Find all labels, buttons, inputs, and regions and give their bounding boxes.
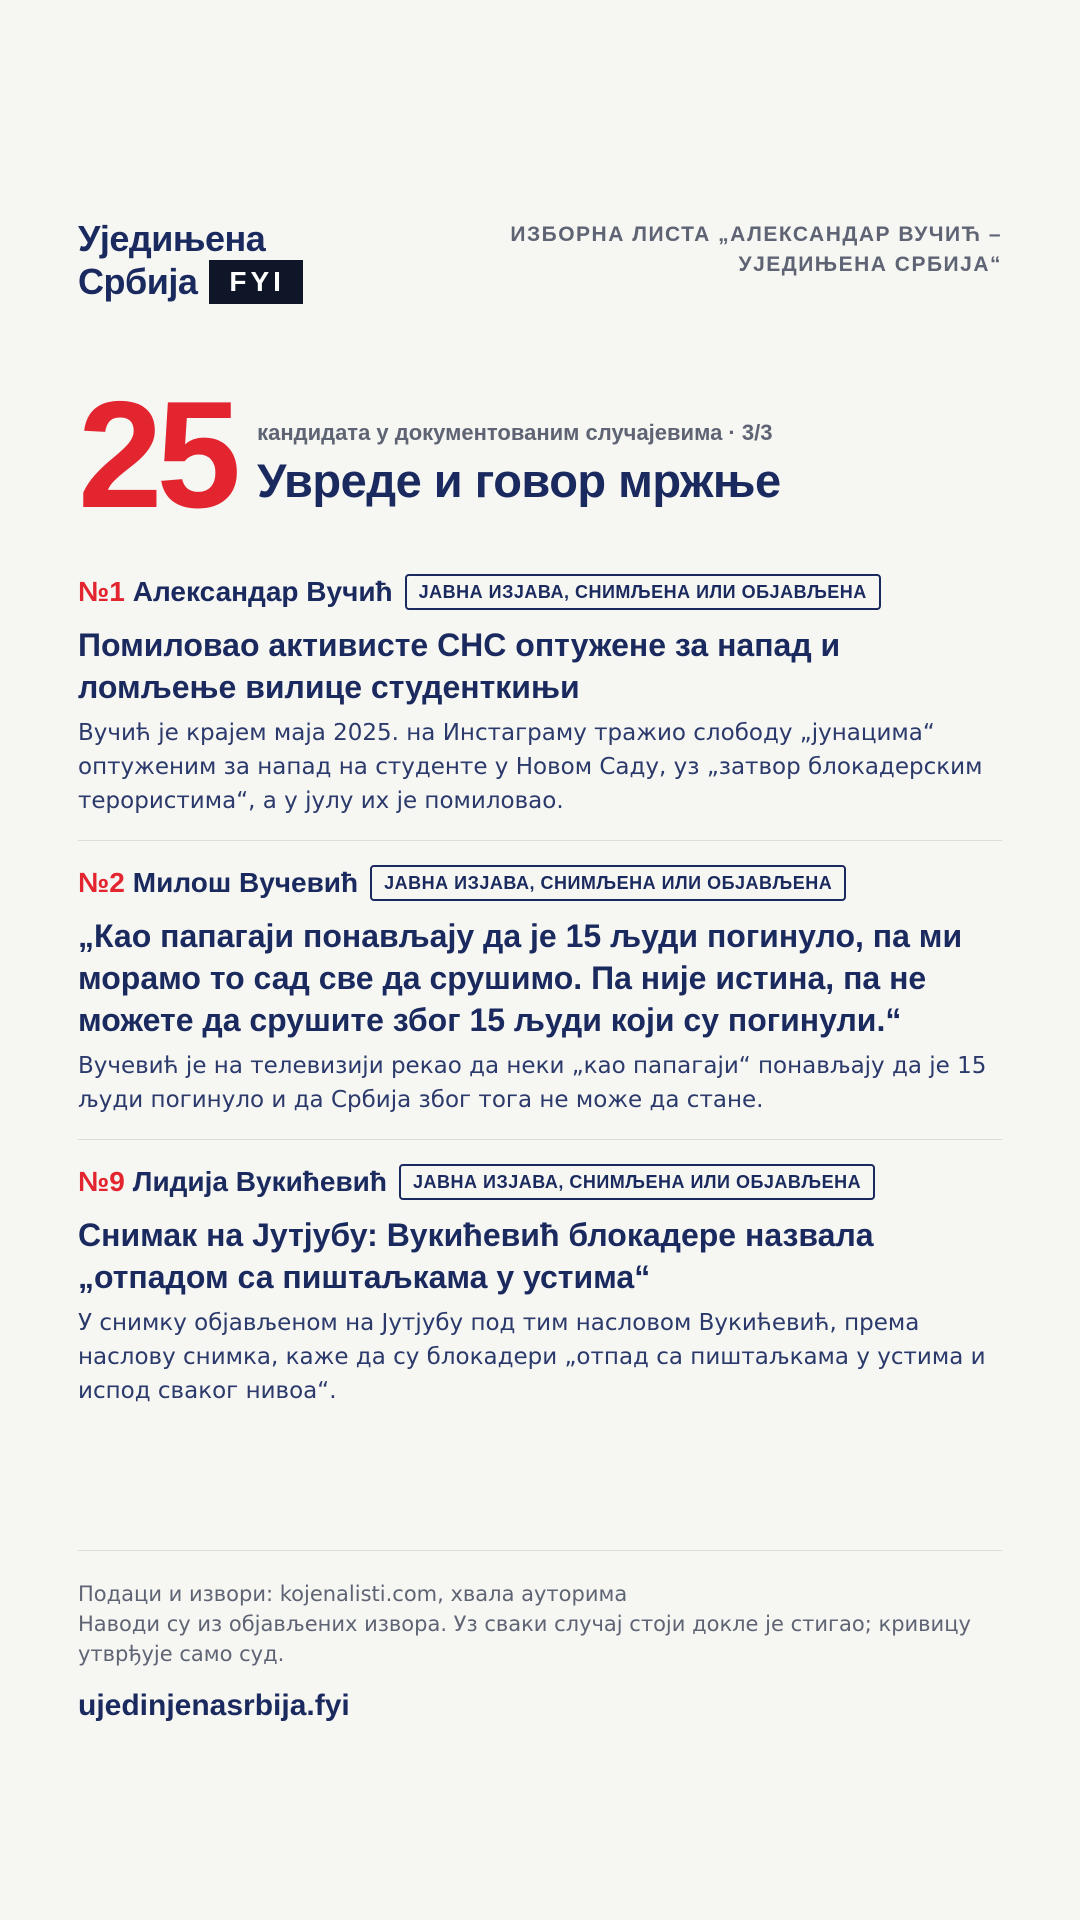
- entry-head: [78, 865, 1002, 901]
- header: [78, 218, 1002, 304]
- entry-number: №9: [78, 1166, 125, 1197]
- logo-line2: Србија: [78, 261, 198, 302]
- hero-title: Увреде и говор мржње: [257, 454, 781, 507]
- footer-sources: Подаци и извори: kojenalisti.com, хвала ауторима: [78, 1582, 628, 1606]
- entry: [78, 1139, 1002, 1430]
- list-name: ИЗБОРНА ЛИСТА „АЛЕКСАНДАР ВУЧИЋ – УЈЕДИЊЕНА СРБИЈА“: [510, 223, 1002, 276]
- entry-description: У снимку објављеном на Јутјубу под тим насловом Вукићевић, према наслову снимка, каже да су блокадери „отпад са пиштаљкама у устима и испод сваког нивоа“.: [78, 1310, 986, 1404]
- entry-title: Снимак на Јутјубу: Вукићевић блокадере назвала „отпадом са пиштаљкама у устима“: [78, 1217, 874, 1295]
- candidate-count: 25: [78, 370, 236, 540]
- logo: [78, 218, 303, 304]
- entry-number: №1: [78, 576, 125, 607]
- entry: [78, 574, 1002, 840]
- entry-head: [78, 574, 1002, 610]
- entry-tag: ЈАВНА ИЗЈАВА, СНИМЉЕНА ИЛИ ОБЈАВЉЕНА: [399, 1164, 875, 1200]
- hero: [78, 370, 1002, 540]
- entry-name: Лидија Вукићевић: [132, 1166, 387, 1197]
- entry: [78, 840, 1002, 1139]
- footer-site-link[interactable]: ujedinjenasrbija.fyi: [78, 1689, 350, 1722]
- entry-head: [78, 1164, 1002, 1200]
- entry-name: Александар Вучић: [132, 576, 393, 607]
- entry-title: Помиловао активисте СНС оптужене за напад и ломљење вилице студенткињи: [78, 627, 841, 705]
- logo-badge: FYI: [209, 260, 303, 304]
- entry-tag: ЈАВНА ИЗЈАВА, СНИМЉЕНА ИЛИ ОБЈАВЉЕНА: [405, 574, 881, 610]
- entries-list: [78, 574, 1002, 1430]
- entry-name: Милош Вучевић: [132, 867, 359, 898]
- entry-description: Вучић је крајем маја 2025. на Инстаграму тражио слободу „јунацима“ оптуженим за напад на студенте у Новом Саду, уз „затвор блокадерским терористима“, а у јулу их је помиловао.: [78, 720, 983, 814]
- entry-tag: ЈАВНА ИЗЈАВА, СНИМЉЕНА ИЛИ ОБЈАВЉЕНА: [370, 865, 846, 901]
- hero-subtitle: кандидата у документованим случајевима · 3/3: [257, 420, 773, 445]
- footer-note: Наводи су из објављених извора. Уз сваки случај стоји докле је стигао; кривицу утврђује само суд.: [78, 1612, 971, 1666]
- entry-description: Вучевић је на телевизији рекао да неки „као папагаји“ понављају да је 15 људи погинуло и да Србија због тога не може да стане.: [78, 1053, 987, 1113]
- logo-line1: Уједињена: [78, 218, 266, 259]
- entry-number: №2: [78, 867, 125, 898]
- footer: [78, 1550, 1002, 1723]
- logo-line2-row: [78, 260, 303, 304]
- hero-text: [257, 401, 781, 509]
- entry-title: „Као папагаји понављају да је 15 људи погинуло, па ми морамо то сад све да срушимо. Па није истина, па не можете да срушите због 15 људи који су погинули.“: [78, 918, 963, 1038]
